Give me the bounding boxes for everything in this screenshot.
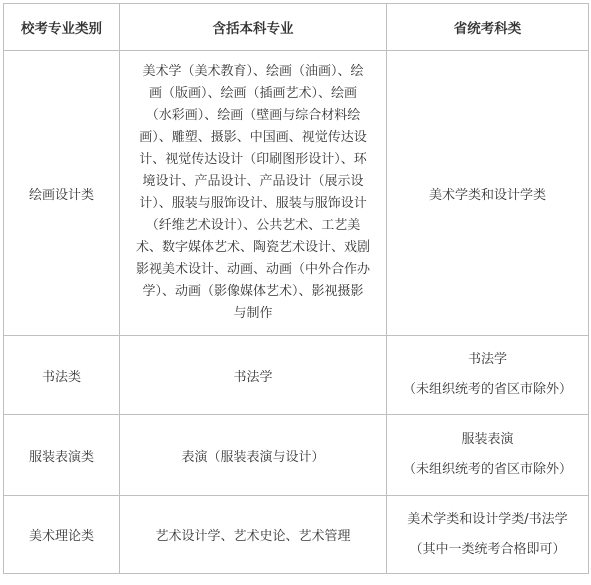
category-cell: 书法类 (4, 336, 120, 415)
table-header (4, 4, 589, 51)
header-row (4, 4, 589, 51)
table-row (4, 496, 589, 574)
majors-line: 画（版画）、绘画（插画艺术）、绘画 (148, 86, 357, 101)
majors-cell: 书法学 (120, 336, 387, 415)
header-category: 校考专业类别 (4, 4, 120, 51)
majors-line: 计）、服装与服饰设计、服装与服饰设计 (139, 196, 367, 211)
majors-cell: 艺术设计学、艺术史论、艺术管理 (120, 496, 387, 574)
exam-cell (387, 496, 589, 574)
exam-line: 服装表演 (461, 432, 514, 447)
majors-line: 美术学（美术教育）、绘画（油画）、绘 (142, 64, 364, 79)
category-cell: 服装表演类 (4, 415, 120, 496)
majors-line: 术、数字媒体艺术、陶瓷艺术设计、戏剧 (135, 240, 370, 255)
exam-line: 美术学类和设计学类/书法学 (407, 511, 568, 527)
category-cell: 绘画设计类 (4, 51, 120, 336)
majors-line: （纤维艺术设计）、公共艺术、工艺美 (145, 218, 361, 233)
category-cell: 美术理论类 (4, 496, 120, 574)
majors-cell: 表演（服装表演与设计） (120, 415, 387, 496)
table-row (4, 415, 589, 496)
majors-line: （水彩画）、绘画（壁画与综合材料绘 (145, 108, 361, 123)
exam-cell (387, 336, 589, 415)
table-row (4, 51, 589, 336)
table-body (4, 51, 589, 574)
exam-cell: 美术学类和设计学类 (387, 51, 589, 336)
majors-line: 影视美术设计、动画、动画（中外合作办 (135, 262, 370, 277)
exam-note: （未组织统考的省区市除外） (402, 462, 572, 477)
majors-line: 与制作 (233, 306, 273, 321)
majors-line: 境设计、产品设计、产品设计（展示设 (142, 174, 364, 189)
header-exam: 省统考科类 (387, 4, 589, 51)
exam-note: （其中一类统考合格即可） (409, 541, 566, 557)
art-major-table (3, 3, 589, 574)
majors-line: 学）、动画（影像媒体艺术）、影视摄影 (142, 284, 364, 299)
majors-line: 计、视觉传达设计（印刷图形设计）、环 (139, 152, 367, 167)
exam-cell (387, 415, 589, 496)
header-majors: 含括本科专业 (120, 4, 387, 51)
table-row (4, 336, 589, 415)
exam-note: （未组织统考的省区市除外） (402, 382, 572, 397)
exam-line: 书法学 (467, 352, 507, 367)
majors-line: 画）、雕塑、摄影、中国画、视觉传达设 (139, 130, 367, 145)
majors-cell (120, 51, 387, 336)
